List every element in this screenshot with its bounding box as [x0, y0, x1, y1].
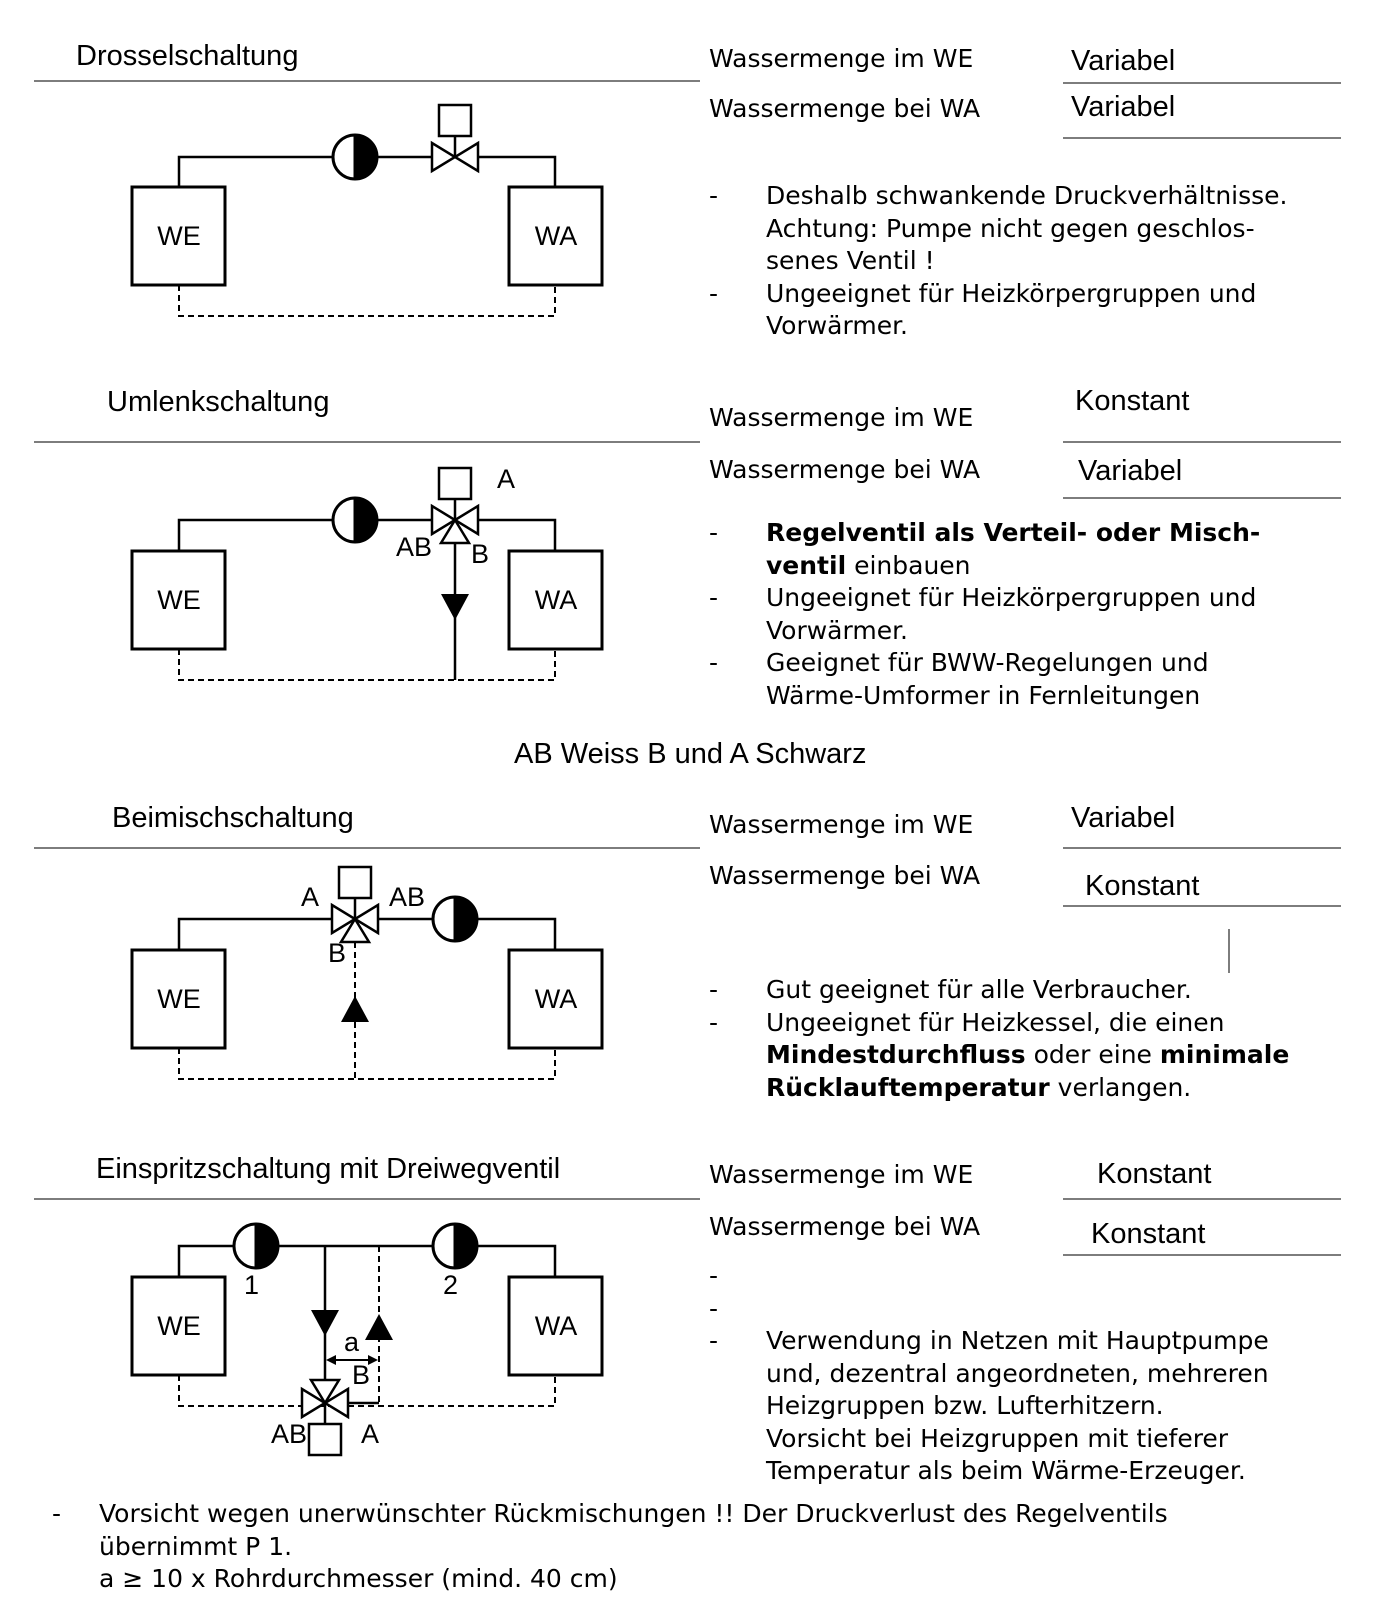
einspritz-up-arrow-icon	[365, 1314, 393, 1340]
divider	[1063, 82, 1341, 84]
list-item: - Vorsicht wegen unerwünschter Rückmischungen !! Der Druckverlust des Regelventils übernimmt P 1. a ≥ 10 x Rohrdurchmesser (mind. 40 cm)	[52, 1499, 1168, 1593]
umlenk-port-a: A	[497, 464, 516, 494]
divider	[34, 80, 700, 82]
umlenk-pump-icon	[333, 498, 377, 542]
label-wassermenge-we: Wassermenge im WE	[709, 810, 974, 839]
value-we-beimisch: Variabel	[1071, 802, 1176, 834]
beimisch-port-b: B	[328, 938, 347, 968]
einspritz-pump-1-label: 1	[244, 1270, 260, 1300]
beimisch-return-pipe	[179, 1048, 555, 1079]
beimisch-pump-icon	[433, 897, 477, 941]
divider	[34, 847, 700, 849]
divider	[1063, 137, 1341, 139]
beimisch-port-a: A	[301, 882, 320, 912]
drossel-return-pipe	[179, 285, 555, 316]
umlenk-flow-arrow-icon	[441, 594, 469, 620]
label-wassermenge-wa: Wassermenge bei WA	[709, 455, 981, 484]
list-item: - Deshalb schwankende Druckverhältnisse. Achtung: Pumpe nicht gegen geschlos- senes Ventil !	[709, 181, 1288, 275]
list-item: - Ungeeignet für Heizkörpergruppen und Vorwärmer.	[709, 583, 1257, 645]
separator	[1228, 929, 1230, 973]
bullet-list-einspritz	[709, 1260, 1269, 1488]
divider	[1063, 441, 1341, 443]
umlenk-port-ab: AB	[396, 532, 433, 562]
divider	[34, 441, 700, 443]
bullet-list-beimisch	[709, 974, 1289, 1104]
label-wassermenge-wa: Wassermenge bei WA	[709, 94, 981, 123]
divider	[34, 1198, 700, 1200]
einspritz-down-arrow-icon	[311, 1310, 339, 1336]
drossel-wa-label: WA	[534, 221, 578, 251]
umlenk-wa-label: WA	[534, 585, 578, 615]
divider	[1063, 905, 1341, 907]
list-item: - Regelventil als Verteil- oder Misch- ventil einbauen	[709, 518, 1261, 580]
einspritz-port-b: B	[352, 1360, 371, 1390]
section-title-einspritzschaltung: Einspritzschaltung mit Dreiwegventil	[96, 1153, 561, 1185]
valve-color-note: AB Weiss B und A Schwarz	[514, 738, 867, 770]
footer-note	[52, 1498, 1168, 1596]
label-wassermenge-wa: Wassermenge bei WA	[709, 1212, 981, 1241]
value-we-einspritz: Konstant	[1097, 1158, 1212, 1190]
drossel-diagram	[132, 105, 602, 316]
einspritz-diagram	[132, 1224, 602, 1455]
umlenk-diagram	[132, 464, 602, 680]
beimisch-port-ab: AB	[389, 882, 426, 912]
beimisch-valve-icon	[332, 867, 378, 942]
beimisch-flow-arrow-icon	[341, 996, 369, 1022]
bullet-list-umlenk	[709, 517, 1260, 712]
list-item: - Geeignet für BWW-Regelungen und Wärme-Umformer in Fernleitungen	[709, 648, 1209, 710]
einspritz-pump-2-label: 2	[443, 1270, 459, 1300]
beimisch-we-label: WE	[157, 984, 201, 1014]
section-title-drosselschaltung: Drosselschaltung	[76, 40, 299, 72]
list-item: -	[709, 1261, 719, 1290]
list-item: - Ungeeignet für Heizkörpergruppen und Vorwärmer.	[709, 278, 1257, 340]
beimisch-wa-label: WA	[534, 984, 578, 1014]
beimisch-diagram	[132, 867, 602, 1079]
label-wassermenge-we: Wassermenge im WE	[709, 1160, 974, 1189]
drossel-valve-icon	[432, 105, 478, 171]
drossel-pump-icon	[333, 135, 377, 179]
value-wa-drossel: Variabel	[1071, 91, 1176, 123]
label-wassermenge-wa: Wassermenge bei WA	[709, 861, 981, 890]
einspritz-dim-a-label: a	[344, 1327, 360, 1357]
list-item: - Gut geeignet für alle Verbraucher.	[709, 975, 1192, 1004]
value-we-umlenk: Konstant	[1075, 385, 1190, 417]
value-we-drossel: Variabel	[1071, 45, 1176, 77]
umlenk-return-pipe	[179, 649, 555, 680]
value-wa-einspritz: Konstant	[1091, 1218, 1206, 1250]
einspritz-pump-2-icon	[433, 1224, 477, 1268]
einspritz-valve-icon	[302, 1380, 348, 1455]
einspritz-port-a: A	[361, 1419, 380, 1449]
einspritz-port-ab: AB	[271, 1419, 308, 1449]
divider	[1063, 1254, 1341, 1256]
section-title-beimischschaltung: Beimischschaltung	[112, 802, 354, 834]
label-wassermenge-we: Wassermenge im WE	[709, 403, 974, 432]
list-item: - Ungeeignet für Heizkessel, die einen Mindestdurchfluss oder eine minimale Rücklauftemperatur verlangen.	[709, 1007, 1290, 1102]
label-wassermenge-we: Wassermenge im WE	[709, 44, 974, 73]
drossel-we-label: WE	[157, 221, 201, 251]
value-wa-beimisch: Konstant	[1085, 870, 1200, 902]
bullet-list-drossel	[709, 180, 1288, 343]
umlenk-port-b: B	[471, 539, 490, 569]
value-wa-umlenk: Variabel	[1078, 455, 1183, 487]
einspritz-pump-1-icon	[234, 1224, 278, 1268]
einspritz-we-label: WE	[157, 1311, 201, 1341]
section-title-umlenkschaltung: Umlenkschaltung	[107, 386, 330, 418]
list-item: -	[709, 1293, 719, 1323]
list-item: - Verwendung in Netzen mit Hauptpumpe und, dezentral angeordneten, mehreren Heizgruppen bzw. Lufterhitzern. Vorsicht bei Heizgruppen mit tieferer Temperatur als beim Wärme-Erzeuger.	[709, 1326, 1269, 1485]
einspritz-wa-label: WA	[534, 1311, 578, 1341]
divider	[1063, 847, 1341, 849]
divider	[1063, 1198, 1341, 1200]
umlenk-valve-icon	[432, 468, 478, 543]
divider	[1063, 497, 1341, 499]
umlenk-we-label: WE	[157, 585, 201, 615]
